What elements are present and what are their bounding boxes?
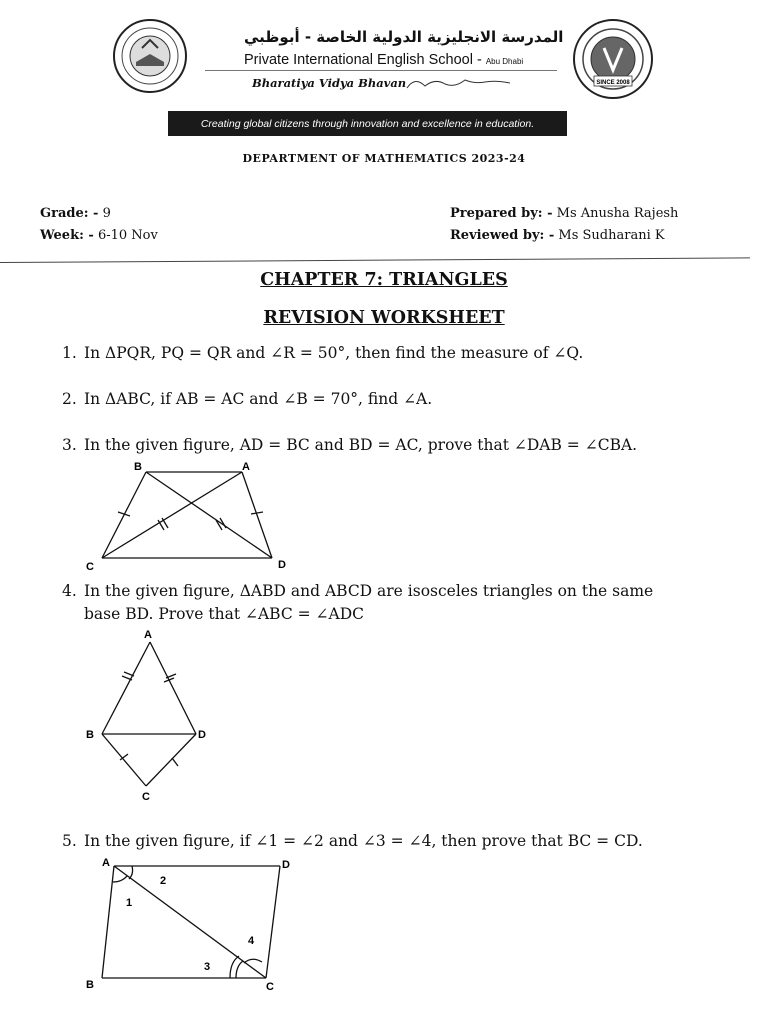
section-divider xyxy=(0,257,750,263)
middle-east-signature xyxy=(405,74,515,95)
fig5-angle-4: 4 xyxy=(248,935,255,947)
question-3: 3. In the given figure, AD = BC and BD = AC, prove that ∠DAB = ∠CBA. xyxy=(62,436,638,454)
question-1: 1. In ΔPQR, PQ = QR and ∠R = 50°, then find the measure of ∠Q. xyxy=(62,344,584,362)
question-2: 2. In ΔABC, if AB = AC and ∠B = 70°, find ∠A. xyxy=(62,390,433,408)
fig4-label-d: D xyxy=(198,729,206,741)
worksheet-title: REVISION WORKSHEET xyxy=(263,308,505,328)
figure-3-quadrilateral xyxy=(80,458,300,578)
figure-4-kite xyxy=(82,626,222,806)
bharatiya-vidya-bhavan: Bharatiya Vidya Bhavan xyxy=(252,76,407,90)
fig5-angle-3: 3 xyxy=(204,961,211,973)
fig3-label-b: B xyxy=(134,461,142,473)
week-info: Week: - 6-10 Nov xyxy=(40,228,158,243)
fig4-label-b: B xyxy=(86,729,94,741)
header-divider xyxy=(205,70,557,71)
fig5-label-a: A xyxy=(102,857,110,869)
fig5-angle-1: 1 xyxy=(126,897,133,909)
reviewed-by-info: Reviewed by: - Ms Sudharani K xyxy=(450,228,665,243)
fig5-label-c: C xyxy=(266,981,274,993)
school-name-english: Private International English School - Abu Dhabi xyxy=(244,52,524,68)
seal-since-text: SINCE 2008 xyxy=(596,80,630,86)
question-4: 4. In the given figure, ΔABD and ABCD are isosceles triangles on the same base BD. Prove that ∠ABC = ∠ADC xyxy=(62,582,654,623)
school-motto: Creating global citizens through innovation and excellence in education. xyxy=(168,111,567,136)
fig3-label-c: C xyxy=(86,561,94,573)
prepared-by-info: Prepared by: - Ms Anusha Rajesh xyxy=(450,206,679,221)
fig5-angle-2: 2 xyxy=(160,875,167,887)
figure-5-quadrilateral xyxy=(84,856,304,996)
chapter-title: CHAPTER 7: TRIANGLES xyxy=(260,270,508,290)
fig3-label-a: A xyxy=(242,461,250,473)
school-name-arabic: المدرسة الانجليزية الدولية الخاصة - أبوظبي xyxy=(244,28,564,46)
fig4-label-a: A xyxy=(144,629,152,641)
grade-info: Grade: - 9 xyxy=(40,206,111,221)
fig5-label-b: B xyxy=(86,979,94,991)
fig4-label-c: C xyxy=(142,791,150,803)
fig3-label-d: D xyxy=(278,559,286,571)
bhavan-seal-logo xyxy=(572,18,654,100)
question-5: 5. In the given figure, if ∠1 = ∠2 and ∠3 = ∠4, then prove that BC = CD. xyxy=(62,832,643,850)
department-heading: DEPARTMENT OF MATHEMATICS 2023-24 xyxy=(242,152,526,165)
fig5-label-d: D xyxy=(282,859,290,871)
school-crest-logo xyxy=(112,18,188,94)
